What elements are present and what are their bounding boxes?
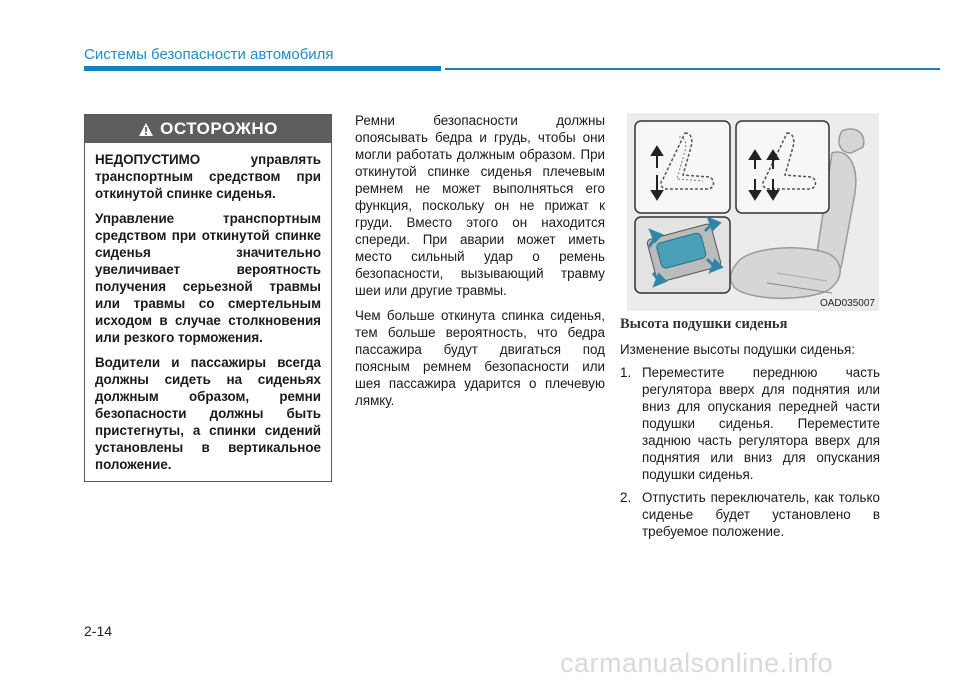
- inset-rear-adjust: [736, 121, 829, 213]
- warning-triangle-icon: [138, 122, 154, 137]
- step-item: [620, 364, 880, 483]
- page-number: 2-14: [84, 623, 113, 639]
- intro-text: Изменение высоты подушки сиденья:: [620, 342, 856, 357]
- warning-box: [84, 114, 332, 482]
- step-number: 2.: [620, 490, 632, 505]
- body-paragraph: Ремни безопасности должны опоясывать бедра и грудь, чтобы они могли работать должным образом. При откинутой спинке сиденья плечевым ремнем не может выполняться его функция, поскольку он не прижат к груди. Вместо этого он находится спереди. При аварии может иметь место сильный удар о ремень безопасности, вызывающий травму шеи или другие травмы.: [355, 113, 605, 298]
- inset-front-adjust: [635, 121, 730, 213]
- seat-illustration: [627, 113, 879, 311]
- section-title: Системы безопасности автомобиля: [84, 46, 334, 63]
- middle-column: [355, 112, 605, 417]
- step-text: Переместите переднюю часть регулятора вверх для поднятия или вниз для опускания передней части подушки сиденья. Переместите заднюю часть регулятора вверх для поднятия или вниз для опускания подушки сиденья.: [642, 365, 880, 482]
- body-paragraph: Чем больше откинута спинка сиденья, тем больше вероятность, что бедра пассажира будут двигаться под поясным ремнем безопасности или шея пассажира ударится о плечевую лямку.: [355, 308, 605, 408]
- watermark: carmanualsonline.info: [560, 648, 834, 678]
- header-rule-thick: [84, 66, 441, 71]
- seat-adjustment-figure: [627, 113, 879, 311]
- warning-paragraph: Управление транспортным средством при откинутой спинке сиденья значительно увеличивает вероятность получения серьезной травмы или травмы со смертельным исходом в случае столкновения или резкого торможения.: [95, 211, 321, 345]
- step-text: Отпустить переключатель, как только сиденье будет установлено в требуемое положение.: [642, 490, 880, 539]
- warning-paragraph: Водители и пассажиры всегда должны сидеть на сиденьях должным образом, ремни безопасности должны быть пристегнуты, а спинки сидений установлены в вертикальное положение.: [95, 355, 321, 472]
- header-rule-thin: [445, 68, 940, 70]
- warning-header: [85, 115, 331, 143]
- warning-title: ОСТОРОЖНО: [160, 119, 278, 138]
- right-column: [620, 316, 880, 546]
- warning-paragraph: НЕДОПУСТИМО управлять транспортным средством при откинутой спинке сиденья.: [95, 152, 321, 201]
- subsection-heading: Высота подушки сиденья: [620, 316, 788, 332]
- step-number: 1.: [620, 365, 632, 380]
- figure-code: OAD035007: [819, 298, 875, 309]
- step-item: [620, 489, 880, 540]
- warning-body: [85, 143, 331, 473]
- inset-switch: [635, 217, 730, 293]
